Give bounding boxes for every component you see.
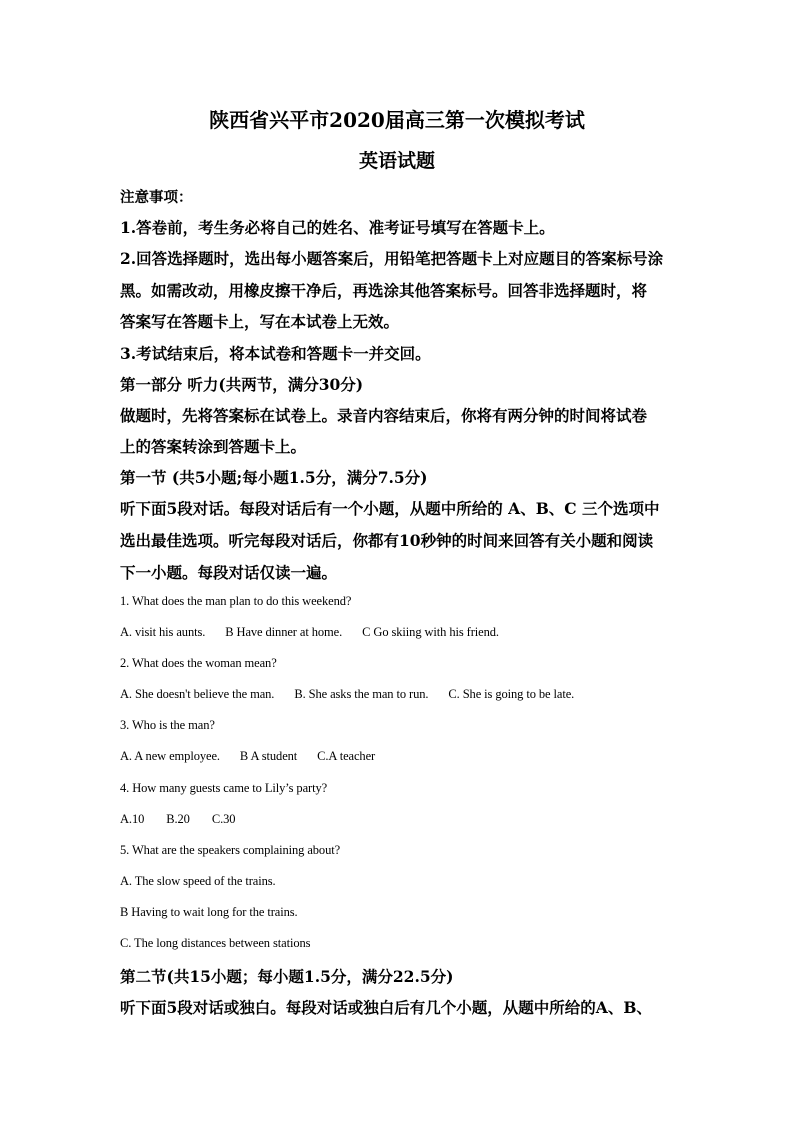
question-3-option-b: B A student: [239, 749, 298, 763]
question-3-option-a: A. A new employee.: [120, 749, 220, 763]
section1-heading: 第一节 (共5小题;每小题1.5分，满分7.5分): [120, 468, 428, 487]
note-1: 1.答卷前，考生务必将自己的姓名、准考证号填写在答题卡上。: [120, 218, 555, 237]
section1-instruction-line-3: 下一小题。每段对话仅读一遍。: [120, 563, 338, 582]
question-4-option-c: C.30: [211, 812, 236, 826]
question-2-options: [120, 687, 594, 702]
question-3-option-c: C.A teacher: [317, 749, 376, 763]
section2-heading: 第二节(共15小题；每小题1.5分，满分22.5分): [120, 967, 454, 986]
note-3: 3.考试结束后，将本试卷和答题卡一并交回。: [120, 344, 431, 363]
page-subtitle: 英语试题: [358, 150, 435, 172]
question-4-options: [120, 812, 255, 827]
question-1-option-c: C Go skiing with his friend.: [362, 625, 499, 639]
section2-instruction-line-1: 听下面5段对话或独白。每段对话或独白后有几个小题，从题中所给的A、B、: [120, 998, 652, 1017]
question-4-option-a: A.10: [120, 812, 145, 826]
question-1-options: [120, 625, 519, 640]
question-3-stem: 3. Who is the man?: [120, 718, 215, 732]
question-5-option-a: A. The slow speed of the trains.: [120, 874, 276, 888]
note-2-line-3: 答案写在答题卡上，写在本试卷上无效。: [120, 312, 400, 331]
question-5-stem: 5. What are the speakers complaining about?: [120, 843, 341, 857]
question-4-option-b: B.20: [166, 812, 190, 826]
question-1-stem: 1. What does the man plan to do this weekend?: [120, 594, 352, 608]
page-title: 陕西省兴平市2020届高三第一次模拟考试: [209, 108, 585, 132]
question-2-option-a: A. She doesn't believe the man.: [120, 687, 275, 701]
question-2-option-c: C. She is going to be late.: [448, 687, 575, 701]
question-1-option-b: B Have dinner at home.: [225, 625, 343, 639]
question-5-option-b: B Having to wait long for the trains.: [120, 905, 298, 919]
section1-instruction-line-2: 选出最佳选项。听完每段对话后，你都有10秒钟的时间来回答有关小题和阅读: [120, 531, 654, 550]
question-2-option-b: B. She asks the man to run.: [294, 687, 429, 701]
notes-heading: 注意事项：: [120, 189, 193, 206]
note-2-line-1: 2.回答选择题时，选出每小题答案后，用铅笔把答题卡上对应题目的答案标号涂: [120, 249, 664, 268]
part1-intro-line-2: 上的答案转涂到答题卡上。: [120, 437, 307, 456]
part1-intro-line-1: 做题时，先将答案标在试卷上。录音内容结束后，你将有两分钟的时间将试卷: [120, 406, 648, 425]
question-5-option-c: C. The long distances between stations: [120, 936, 311, 950]
section1-instruction-line-1: 听下面5段对话。每段对话后有一个小题，从题中所给的 A、B、C 三个选项中: [120, 499, 660, 518]
note-2-line-2: 黑。如需改动，用橡皮擦干净后，再选涂其他答案标号。回答非选择题时，将: [120, 281, 648, 300]
part1-heading: 第一部分 听力(共两节，满分30分): [120, 375, 364, 394]
question-2-stem: 2. What does the woman mean?: [120, 656, 277, 670]
question-3-options: [120, 749, 395, 764]
question-1-option-a: A. visit his aunts.: [120, 625, 206, 639]
question-4-stem: 4. How many guests came to Lily’s party?: [120, 781, 328, 795]
